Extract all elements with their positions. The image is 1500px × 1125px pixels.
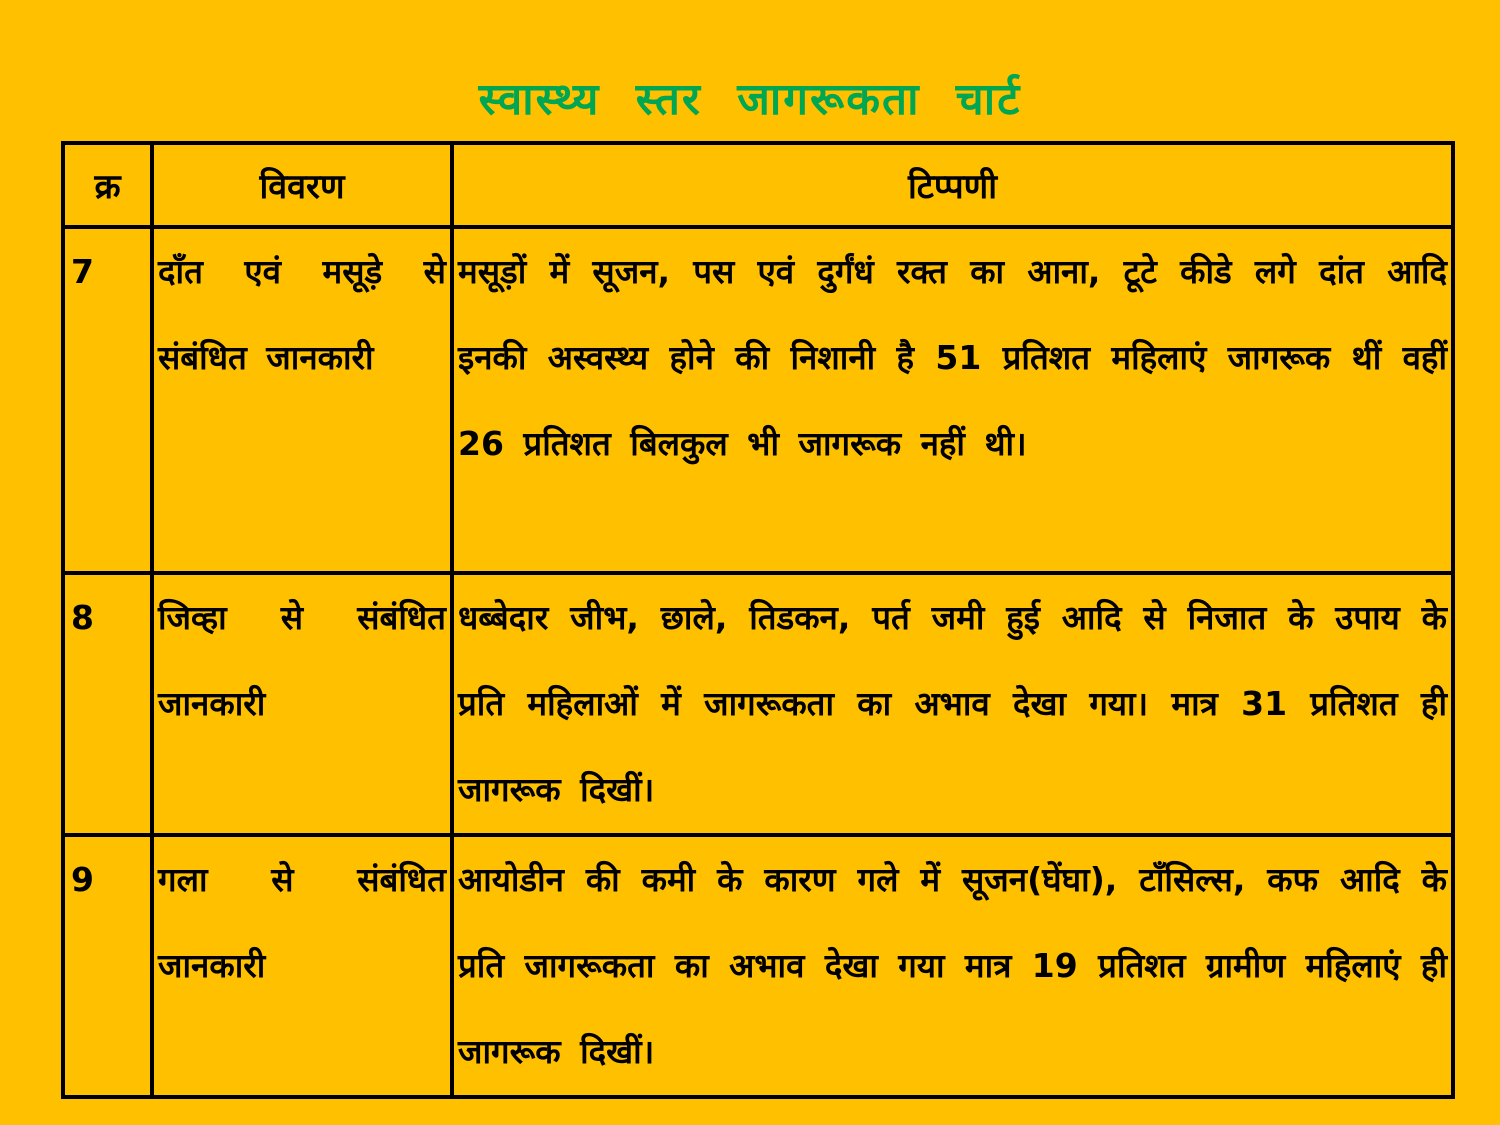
row-description-cell — [152, 835, 452, 1097]
row-remark-cell — [452, 227, 1453, 573]
header-serial: क्र — [63, 143, 152, 227]
page-title: स्वास्थ्य स्तर जागरूकता चार्ट — [478, 74, 1022, 125]
row-serial: 9 — [71, 860, 94, 899]
header-remark: टिप्पणी — [452, 143, 1453, 227]
row-serial: 8 — [71, 598, 94, 637]
awareness-table — [61, 141, 1455, 1099]
row-serial: 7 — [71, 252, 94, 291]
table-row — [63, 835, 1453, 1097]
row-description: गला से संबंधित जानकारी — [158, 860, 446, 985]
table-row — [63, 573, 1453, 835]
row-remark: मसूड़ों में सूजन, पस एवं दुर्गंधं रक्त का आना, टूटे कीडे लगे दांत आदि इनकी अस्वस्थ्य होने की निशानी है 51 प्रतिशत महिलाएं जागरूक थीं वहीं 26 प्रतिशत बिलकुल भी जागरूक नहीं थी। — [458, 252, 1447, 463]
row-description-cell — [152, 573, 452, 835]
header-description: विवरण — [152, 143, 452, 227]
table-row — [63, 227, 1453, 573]
row-remark-cell — [452, 573, 1453, 835]
row-description: दाँत एवं मसूड़े से संबंधित जानकारी — [158, 252, 446, 377]
row-serial-cell — [63, 573, 152, 835]
row-serial-cell — [63, 835, 152, 1097]
row-remark: धब्बेदार जीभ, छाले, तिडकन, पर्त जमी हुई आदि से निजात के उपाय के प्रति महिलाओं में जागरूकता का अभाव देखा गया। मात्र 31 प्रतिशत ही जागरूक दिखीं। — [458, 598, 1447, 809]
row-remark-cell — [452, 835, 1453, 1097]
row-serial-cell — [63, 227, 152, 573]
row-remark: आयोडीन की कमी के कारण गले में सूजन(घेंघा), टॉंसिल्स, कफ आदि के प्रति जागरूकता का अभाव देखा गया मात्र 19 प्रतिशत ग्रामीण महिलाएं ही जागरूक दिखीं। — [458, 860, 1447, 1071]
row-description-cell — [152, 227, 452, 573]
row-description: जिव्हा से संबंधित जानकारी — [158, 598, 446, 723]
table-header-row — [63, 143, 1453, 227]
